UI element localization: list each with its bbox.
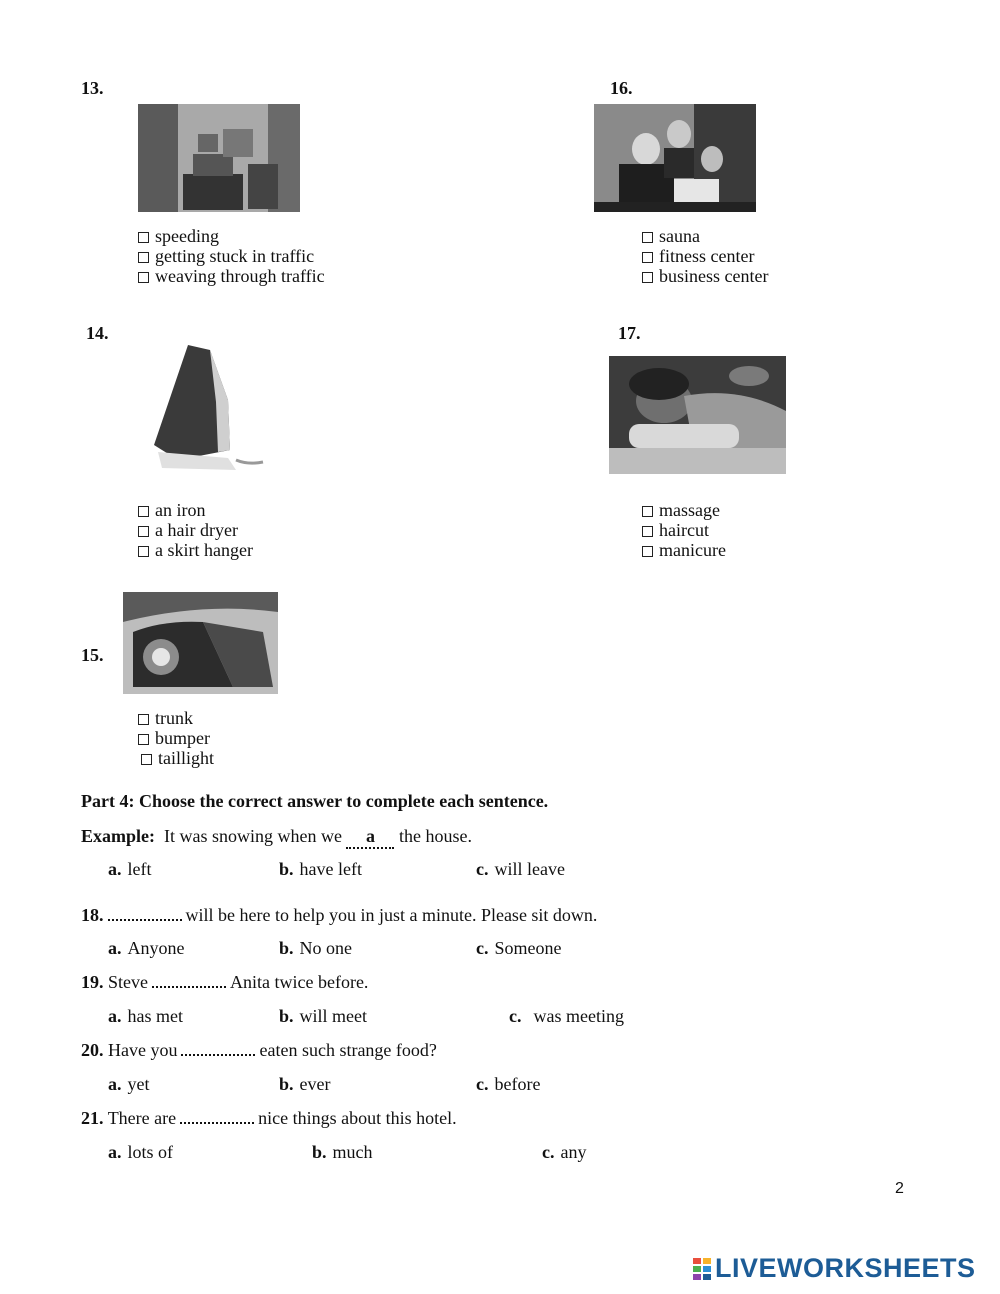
question-17-number: 17. [618,323,641,343]
question-15-number: 15. [81,645,104,665]
q18-choice-c[interactable]: c. Someone [476,938,562,958]
business-photo [594,104,756,212]
q19-choice-a[interactable]: a. has met [108,1006,183,1026]
liveworksheets-logo[interactable]: LIVEWORKSHEETS [693,1253,976,1284]
option-checkbox[interactable]: getting stuck in traffic [138,246,325,266]
answer-blank[interactable] [152,972,226,988]
question-13-number: 13. [81,78,104,98]
traffic-photo [138,104,300,212]
taillight-photo [123,592,278,694]
option-checkbox[interactable]: weaving through traffic [138,266,325,286]
iron-photo [148,340,268,480]
example-choice-c[interactable]: c. will leave [476,859,565,879]
q20-choice-a[interactable]: a. yet [108,1074,150,1094]
massage-photo [609,356,786,474]
question-19-sentence: 19. Steve Anita twice before. [81,972,369,992]
part4-heading: Part 4: Choose the correct answer to complete each sentence. [81,791,549,811]
q20-choice-b[interactable]: b. ever [279,1074,331,1094]
answer-blank[interactable] [108,905,182,921]
example-sentence: Example: It was snowing when we a the house. [81,826,472,849]
page-number: 2 [895,1180,904,1197]
option-checkbox[interactable]: massage [642,500,726,520]
q18-choice-a[interactable]: a. Anyone [108,938,185,958]
question-14-options [138,500,253,560]
option-checkbox[interactable]: haircut [642,520,726,540]
answer-blank[interactable] [180,1108,254,1124]
q20-choice-c[interactable]: c. before [476,1074,541,1094]
q19-choice-c[interactable]: c. was meeting [509,1006,624,1026]
q21-choice-c[interactable]: c. any [542,1142,587,1162]
question-21-sentence: 21. There are nice things about this hotel. [81,1108,457,1128]
question-13-options [138,226,325,286]
option-checkbox[interactable]: business center [642,266,768,286]
example-answer: a [346,826,394,849]
option-checkbox[interactable]: speeding [138,226,325,246]
q21-choice-b[interactable]: b. much [312,1142,373,1162]
option-checkbox[interactable]: fitness center [642,246,768,266]
question-15-options [138,708,214,768]
question-16-number: 16. [610,78,633,98]
example-choice-a[interactable]: a. left [108,859,152,879]
question-18-sentence: 18. will be here to help you in just a minute. Please sit down. [81,905,598,925]
question-14-number: 14. [86,323,109,343]
example-choice-b[interactable]: b. have left [279,859,362,879]
question-20-sentence: 20. Have you eaten such strange food? [81,1040,437,1060]
option-checkbox[interactable]: an iron [138,500,253,520]
q19-choice-b[interactable]: b. will meet [279,1006,367,1026]
option-checkbox[interactable]: sauna [642,226,768,246]
option-checkbox[interactable]: taillight [138,748,214,768]
liveworksheets-icon [693,1258,711,1280]
answer-blank[interactable] [181,1040,255,1056]
option-checkbox[interactable]: manicure [642,540,726,560]
question-16-options [642,226,768,286]
option-checkbox[interactable]: bumper [138,728,214,748]
q21-choice-a[interactable]: a. lots of [108,1142,174,1162]
option-checkbox[interactable]: trunk [138,708,214,728]
option-checkbox[interactable]: a skirt hanger [138,540,253,560]
option-checkbox[interactable]: a hair dryer [138,520,253,540]
question-17-options [642,500,726,560]
q18-choice-b[interactable]: b. No one [279,938,353,958]
